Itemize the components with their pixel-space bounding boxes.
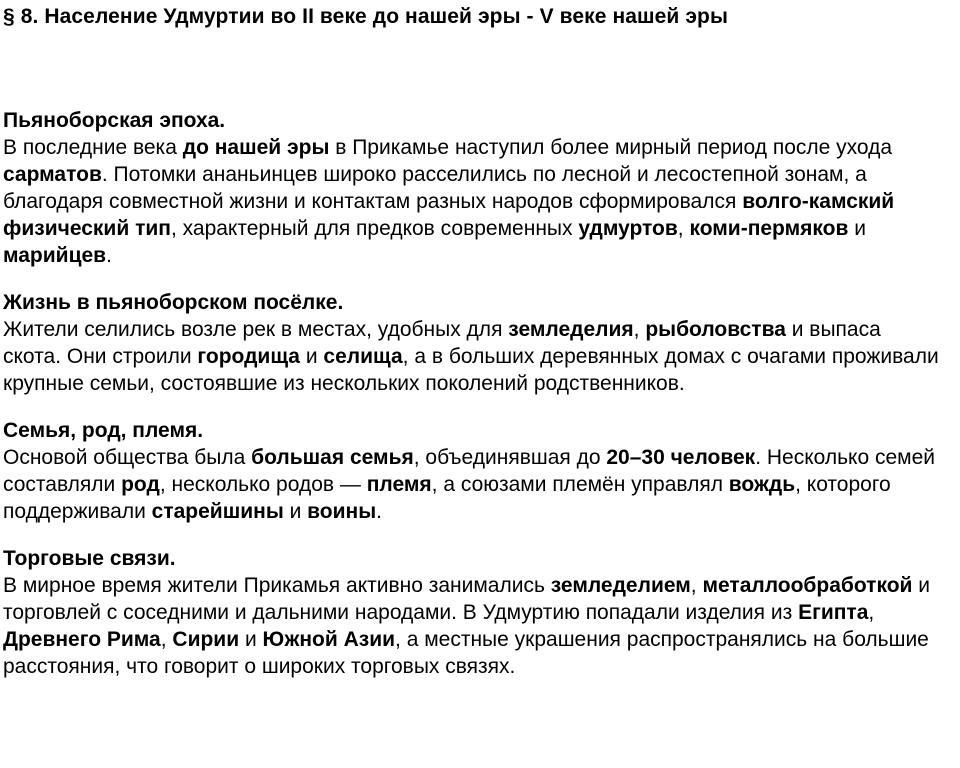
- bold-term: Южной Азии: [262, 628, 396, 651]
- bold-term: земледелия: [508, 318, 634, 341]
- bold-term: сарматов: [3, 163, 102, 186]
- section-settlement-life: [3, 289, 952, 397]
- section-heading: Торговые связи.: [3, 547, 176, 570]
- bold-term: земледелием: [550, 574, 691, 597]
- bold-term: до нашей эры: [182, 136, 330, 159]
- bold-term: коми-пермяков: [689, 217, 849, 240]
- section-paragraph: Основой общества была большая семья, объединявшая до 20–30 человек. Несколько семей составляли род, несколько родов — племя, а союзами племён управлял вождь, которого поддерживали старейшины и воины.: [3, 446, 936, 523]
- bold-term: Египта: [798, 601, 869, 624]
- section-pyanobor-epoch: [3, 107, 952, 269]
- page-title: § 8. Население Удмуртии во II веке до нашей эры - V веке нашей эры: [3, 5, 728, 28]
- bold-term: удмуртов: [578, 217, 678, 240]
- section-heading: Пьяноборская эпоха.: [3, 109, 226, 132]
- bold-term: большая семья: [251, 446, 414, 469]
- section-trade-links: [3, 545, 952, 680]
- section-heading: Семья, род, племя.: [3, 419, 204, 442]
- bold-term: рыболовства: [645, 318, 786, 341]
- bold-term: селища: [323, 345, 403, 368]
- bold-term: воины: [307, 500, 377, 523]
- bold-term: старейшины: [151, 500, 284, 523]
- bold-term: марийцев: [3, 244, 107, 267]
- bold-term: род: [121, 473, 160, 496]
- bold-term: 20–30 человек: [606, 446, 756, 469]
- bold-term: племя: [366, 473, 432, 496]
- bold-term: металлообработкой: [702, 574, 913, 597]
- bold-term: волго-камский физический тип: [3, 190, 895, 240]
- section-paragraph: В последние века до нашей эры в Прикамье наступил более мирный период после ухода сарматов. Потомки ананьинцев широко расселились по лесной и лесостепной зонам, а благодаря совместной жизни и контактам разных народов сформировался волго-камский физический тип, характерный для предков современных удмуртов, коми-пермяков и марийцев.: [3, 136, 895, 267]
- bold-term: Древнего Рима: [3, 628, 161, 651]
- section-paragraph: Жители селились возле рек в местах, удобных для земледелия, рыболовства и выпаса скота. Они строили городища и селища, а в больших деревянных домах с очагами проживали крупные семьи, состоявшие из нескольких поколений родственников.: [3, 318, 939, 395]
- section-family-clan-tribe: [3, 417, 952, 525]
- bold-term: городища: [197, 345, 300, 368]
- bold-term: Сирии: [172, 628, 240, 651]
- bold-term: вождь: [728, 473, 796, 496]
- section-paragraph: В мирное время жители Прикамья активно занимались земледелием, металлообработкой и торговлей с соседними и дальними народами. В Удмуртию попадали изделия из Египта, Древнего Рима, Сирии и Южной Азии, а местные украшения распространялись на большие расстояния, что говорит о широких торговых связях.: [3, 574, 931, 678]
- section-heading: Жизнь в пьяноборском посёлке.: [3, 291, 344, 314]
